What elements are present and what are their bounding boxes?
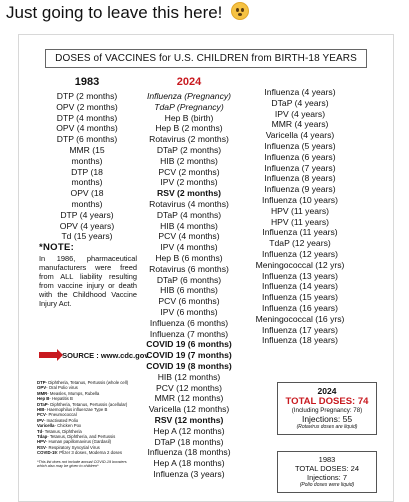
dose-2024-item: HIB (4 months) (160, 220, 218, 231)
totals-1983-year: 1983 (318, 455, 336, 464)
note-title: *NOTE: (39, 242, 75, 253)
dose-2024-item: Rotavirus (6 months) (149, 263, 229, 274)
dose-2024-item: Influenza (10 years) (262, 194, 338, 205)
dose-2024-item: RSV (2 months) (157, 188, 221, 199)
totals-1983-note: (Polio doses were liquid) (299, 482, 355, 488)
dose-2024-item: TdaP (Pregnancy) (154, 101, 224, 112)
dose-2024-item: COVID 19 (6 months) (146, 339, 232, 350)
legend-footnote: *This list does not include annual COVID-19 boosters which also may be given to children* (37, 459, 127, 469)
column-2024 (139, 75, 239, 480)
dose-2024-item: Influenza (6 years) (264, 151, 336, 162)
legend-definition: - Haemophilus influenzae Type B (44, 407, 108, 413)
dose-2024-item: Influenza (7 years) (264, 162, 336, 173)
legend-definition: - Measles, Mumps, Rubella (47, 390, 100, 396)
dose-1983-item: OPV (4 years) (59, 220, 115, 231)
dose-2024-item: HPV (11 years) (270, 205, 330, 216)
dose-2024-item: Influenza (4 years) (264, 87, 336, 97)
dose-2024-item: Hep A (18 months) (153, 458, 225, 469)
legend-definition: - Tetanus, Diphtheria (42, 428, 82, 434)
dose-2024-item: DTaP (18 months) (154, 436, 224, 447)
totals-2024-total: TOTAL DOSES: 74 (285, 396, 369, 407)
dose-2024-item: Influenza (12 years) (262, 248, 338, 259)
totals-1983-box (277, 451, 377, 493)
dose-2024-item: Influenza (18 years) (262, 335, 338, 346)
dose-2024-item: DTaP (4 months) (156, 209, 222, 220)
dose-2024-item: DTaP (6 months) (156, 274, 222, 285)
column-1983-header: 1983 (74, 76, 100, 88)
dose-2024-item: Meningococcal (16 yrs) (255, 313, 345, 324)
dose-2024-item: Influenza (14 years) (262, 281, 338, 292)
dose-2024-item: HIB (12 months) (157, 371, 221, 382)
dose-2024-item: PCV (12 months) (156, 382, 222, 393)
dose-2024-item: PCV (6 months) (158, 296, 220, 307)
liability-note (39, 243, 137, 308)
dose-2024-item: MMR (4 years) (271, 119, 329, 130)
legend-abbrev: HIB (37, 407, 45, 413)
headline (6, 2, 249, 23)
source-text: SOURCE : www.cdc.gov (62, 351, 149, 360)
column-1983 (55, 75, 119, 242)
dose-2024-item: PCV (4 months) (158, 231, 220, 242)
totals-1983-total: TOTAL DOSES: 24 (294, 464, 360, 473)
dose-1983-item: DTP (18 months) (71, 166, 103, 188)
dose-2024-item: Influenza (Pregnancy) (146, 91, 232, 101)
legend-abbrev: Varicella (37, 423, 55, 429)
dose-2024-item: COVID 19 (8 months) (146, 360, 232, 371)
legend-abbrev: Td (37, 428, 43, 434)
arrow-right-icon (39, 352, 57, 358)
dose-2024-item: Hep B (6 months) (155, 252, 223, 263)
dose-2024-item: RSV (12 months) (154, 414, 224, 425)
legend-definition: - Inactivated Polio (43, 417, 79, 423)
legend-abbrev: COVID-19 (37, 450, 57, 456)
dose-2024-item: DTaP (2 months) (156, 144, 222, 155)
totals-2024-year: 2024 (317, 386, 337, 396)
dose-2024-item: Influenza (5 years) (264, 140, 336, 151)
dose-2024-item: Rotavirus (4 months) (149, 198, 229, 209)
dose-2024-item: Influenza (6 months) (149, 317, 229, 328)
dose-2024-item: COVID 19 (7 months) (146, 350, 232, 361)
dose-2024-item: MMR (12 months) (154, 393, 224, 404)
dose-2024-item: Influenza (9 years) (264, 184, 336, 195)
legend-definition: - Hepatitis B (49, 396, 73, 402)
dose-2024-item: Influenza (17 years) (262, 324, 338, 335)
dose-2024-item: Influenza (13 years) (262, 270, 338, 281)
dose-2024-item: PCV (2 months) (158, 166, 220, 177)
dose-1983-item: DTP (4 months) (56, 112, 118, 123)
legend-definition: - Diphtheria, Tetanus, Pertussis (acellular) (47, 401, 128, 407)
dose-2024-item: Hep A (12 months) (153, 425, 225, 436)
dose-2024-item: IPV (4 years) (274, 108, 326, 119)
legend-abbrev: PCV (37, 412, 46, 418)
legend-definition: - Tetanus, Diphtheria, and Pertussis (47, 434, 116, 440)
dose-2024-item: Influenza (18 months) (147, 447, 231, 458)
legend-abbrev: Hep B (37, 396, 50, 402)
dose-2024-item: HIB (6 months) (160, 285, 218, 296)
totals-2024-including: (Including Pregnancy: 78) (291, 407, 363, 414)
dose-1983-item: MMR (15 months) (69, 144, 105, 166)
legend-abbrev: RSV (37, 444, 46, 450)
totals-1983-injections: Injections: 7 (306, 473, 348, 482)
legend-definition: - Oral Polio virus (46, 385, 78, 391)
dose-2024-item: Influenza (3 years) (153, 468, 225, 479)
dose-1983-item: Td (15 years) (61, 231, 113, 242)
legend-abbrev: DTP (37, 380, 46, 385)
legend-abbrev: OPV (37, 385, 47, 391)
dose-2024-item: Hep B (birth) (164, 112, 214, 123)
dose-1983-item: OPV (18 months) (70, 188, 104, 209)
dose-2024-item: Influenza (7 months) (149, 328, 229, 339)
column-2024-header: 2024 (176, 76, 202, 88)
legend-definition: - Respiratory Syncytial Virus (45, 444, 100, 450)
dose-1983-item: DTP (4 years) (60, 209, 114, 220)
dose-2024-item: Varicella (4 years) (265, 130, 335, 141)
dose-2024-item: Influenza (15 years) (262, 292, 338, 303)
dose-2024-item: Varicella (12 months) (148, 404, 230, 415)
dose-2024-item: Meningococcal (12 yrs) (255, 259, 345, 270)
column-2024-continued (241, 87, 359, 346)
abbreviation-legend (37, 380, 137, 469)
dose-2024-item: Influenza (8 years) (264, 173, 336, 184)
totals-2024-note: (Rotavirus doses are liquid) (296, 424, 358, 430)
legend-abbrev: MMR (37, 390, 48, 396)
legend-abbrev: Tdap (37, 434, 48, 440)
headline-text: Just going to leave this here! (6, 3, 223, 22)
dose-2024-item: HPV (11 years) (270, 216, 330, 227)
dose-2024-item: Hep B (2 months) (155, 123, 223, 134)
dose-2024-item: IPV (4 months) (160, 242, 218, 253)
dose-2024-item: Influenza (11 years) (262, 227, 338, 238)
dose-1983-item: DTP (2 months) (56, 91, 118, 101)
legend-definition: - Pneumococcal (45, 412, 77, 418)
legend-entry (37, 450, 137, 455)
dose-1983-item: OPV (2 months) (56, 101, 118, 112)
dose-2024-item: Influenza (16 years) (262, 302, 338, 313)
vaccine-chart-sheet (18, 34, 394, 502)
source-line (39, 351, 149, 360)
dose-1983-item: OPV (4 months) (56, 123, 118, 134)
legend-abbrev: IPV (37, 417, 44, 423)
dose-2024-item: IPV (2 months) (160, 177, 218, 188)
legend-abbrev: DTaP (37, 401, 48, 407)
dose-2024-item: Rotavirus (2 months) (149, 134, 229, 145)
note-text: In 1986, pharmaceutical manufacturers were freed from ALL liability resulting from vaccine injury or death with the Childhood Vaccine Injury Act. (39, 254, 137, 308)
dose-2024-item: IPV (6 months) (160, 306, 218, 317)
dose-2024-item: DTaP (4 years) (271, 97, 329, 108)
dose-2024-item: TdaP (12 years) (269, 238, 331, 249)
legend-definition: - Diphtheria, Tetanus, Pertussis (whole cell) (45, 380, 129, 385)
totals-2024-injections: Injections: 55 (301, 414, 353, 424)
legend-definition: : Pfizer 3 doses, Moderna 2 doses (56, 450, 123, 456)
table-title: DOSES of VACCINES for U.S. CHILDREN from BIRTH-18 YEARS (45, 49, 367, 68)
dose-2024-item: HIB (2 months) (160, 155, 218, 166)
legend-definition: - Human papillomavirus (Gardasil) (45, 439, 112, 445)
flushed-face-icon (231, 2, 249, 20)
legend-abbrev: HPV (37, 439, 46, 445)
totals-2024-box (277, 382, 377, 435)
legend-definition: - Chicken Pox (54, 423, 82, 429)
dose-1983-item: DTP (6 months) (56, 134, 118, 145)
